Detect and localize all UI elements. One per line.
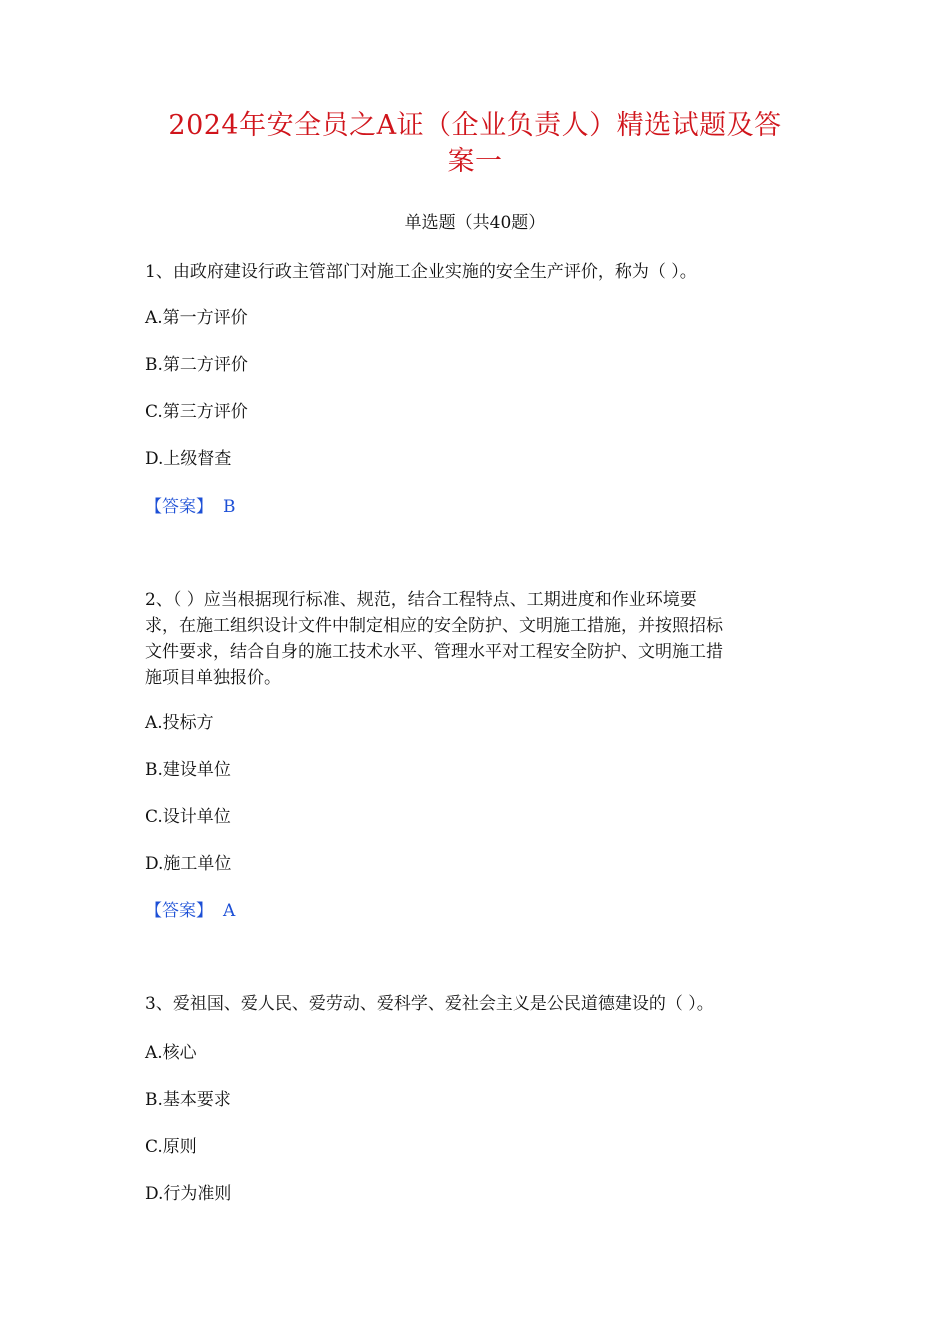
- question-2-line-3: 文件要求，结合自身的施工技术水平、管理水平对工程安全防护、文明施工措: [145, 642, 723, 662]
- question-1-line-1: 1、由政府建设行政主管部门对施工企业实施的安全生产评价，称为（ ）。: [145, 262, 697, 282]
- question-2-line-4: 施项目单独报价。: [145, 668, 281, 688]
- question-2-option-c: C.设计单位: [145, 807, 231, 827]
- question-1-answer: [145, 496, 236, 518]
- question-2-answer-value: A: [223, 901, 236, 921]
- question-1-option-b: B.第二方评价: [145, 355, 248, 375]
- question-2-line-1: 2、（ ）应当根据现行标准、规范，结合工程特点、工期进度和作业环境要: [145, 590, 697, 610]
- question-1-option-a: A.第一方评价: [145, 308, 248, 328]
- question-1-text: [145, 259, 810, 285]
- document-title-line-1: 2024年安全员之A证（企业负责人）精选试题及答: [168, 110, 782, 141]
- question-3-option-d: D.行为准则: [145, 1184, 232, 1204]
- question-1-answer-label: 【答案】: [145, 497, 213, 517]
- question-2-text: [145, 587, 810, 691]
- question-2-answer: [145, 900, 235, 922]
- question-3-option-b: B.基本要求: [145, 1090, 231, 1110]
- document-title: [120, 108, 830, 180]
- question-1-answer-value: B: [223, 497, 236, 517]
- question-2-option-b: B.建设单位: [145, 760, 231, 780]
- question-2-line-2: 求，在施工组织设计文件中制定相应的安全防护、文明施工措施，并按照招标: [145, 616, 723, 636]
- question-2-option-a: A.投标方: [145, 713, 214, 733]
- question-3-text: [145, 991, 810, 1017]
- question-2-answer-label: 【答案】: [145, 901, 213, 921]
- question-3-line-1: 3、爱祖国、爱人民、爱劳动、爱科学、爱社会主义是公民道德建设的（ ）。: [145, 994, 714, 1014]
- question-3-option-c: C.原则: [145, 1137, 197, 1157]
- document-title-line-2: 案一: [447, 146, 503, 177]
- question-1-option-c: C.第三方评价: [145, 402, 248, 422]
- question-2-option-d: D.施工单位: [145, 854, 232, 874]
- question-3-option-a: A.核心: [145, 1043, 197, 1063]
- section-heading: 单选题（共40题）: [404, 213, 546, 233]
- question-1-option-d: D.上级督查: [145, 449, 232, 469]
